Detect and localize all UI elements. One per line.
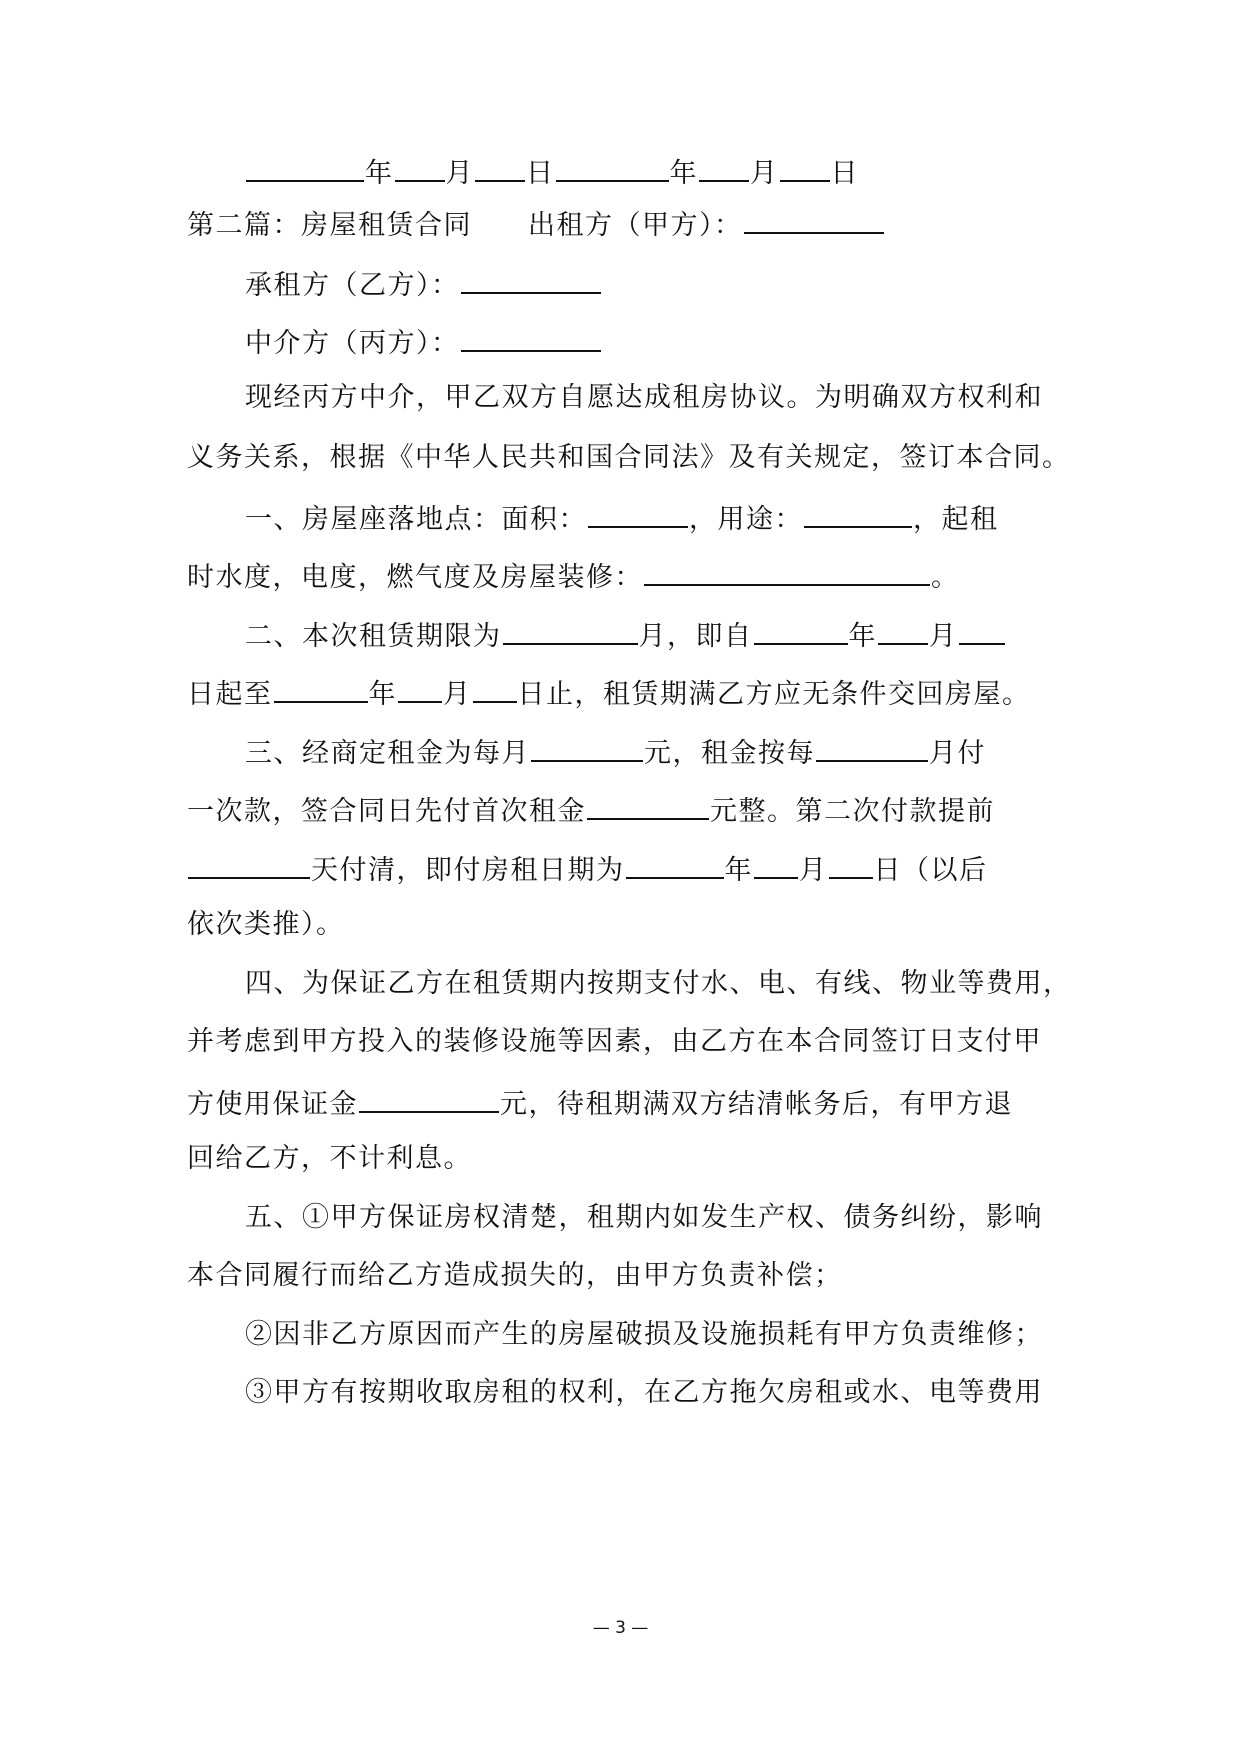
clause-1-text: 。	[931, 562, 960, 593]
clause-2-line-1	[245, 613, 1006, 653]
blank-party-a	[744, 202, 884, 234]
page-number: — 3 —	[592, 1618, 649, 1638]
year-label: 年	[724, 855, 753, 886]
day-label: 日	[526, 158, 555, 189]
intro-line-1: 现经丙方中介，甲乙双方自愿达成租房协议。为明确双方权利和	[245, 382, 1043, 413]
clause-4-line-3	[187, 1081, 1013, 1121]
clause-4-text: 方使用保证金	[187, 1089, 358, 1120]
party-c-label: 中介方（丙方）：	[245, 328, 460, 359]
year-label: 年	[669, 158, 698, 189]
blank-party-c	[461, 320, 601, 352]
year-label: 年	[848, 621, 877, 652]
blank-month	[878, 613, 928, 645]
clause-3-line-4: 依次类推）。	[187, 909, 345, 940]
intro-line-2: 义务关系，根据《中华人民共和国合同法》及有关规定，签订本合同。	[187, 442, 1071, 473]
blank-year	[556, 150, 669, 182]
party-b-line	[245, 262, 602, 302]
month-label: 月	[443, 679, 472, 710]
party-b-label: 承租方（乙方）：	[245, 270, 460, 301]
month-label: 月	[929, 621, 958, 652]
blank-first-rent	[587, 788, 709, 820]
blank-rent	[531, 730, 643, 762]
clause-3-line-1	[245, 730, 986, 770]
clause-4-line-4: 回给乙方，不计利息。	[187, 1143, 472, 1174]
clause-1-text: 一、房屋座落地点：面积：	[245, 504, 587, 535]
blank-day	[473, 671, 517, 703]
blank-day	[959, 613, 1005, 645]
clause-2-text: 日止，租赁期满乙方应无条件交回房屋。	[517, 679, 1031, 710]
clause-3-text: 元整。第二次付款提前	[710, 796, 995, 827]
month-label: 月	[445, 158, 474, 189]
clause-3-text: 元，租金按每	[644, 738, 815, 769]
clause-5-line-4: ③甲方有按期收取房租的权利，在乙方拖欠房租或水、电等费用	[245, 1377, 1043, 1408]
blank-deposit	[359, 1081, 499, 1113]
clause-3-line-2	[187, 788, 995, 828]
party-c-line	[245, 320, 602, 360]
clause-1-line-2	[187, 554, 960, 594]
day-label: 日	[830, 158, 859, 189]
clause-5-line-1: 五、①甲方保证房权清楚，租期内如发生产权、债务纠纷，影响	[245, 1202, 1043, 1233]
blank-days	[188, 847, 310, 879]
clause-2-line-2	[187, 671, 1031, 711]
blank-area	[588, 496, 688, 528]
blank-day	[780, 150, 830, 182]
blank-term	[503, 613, 638, 645]
chapter-heading	[187, 202, 885, 242]
blank-usage	[804, 496, 912, 528]
clause-2-text: 二、本次租赁期限为	[245, 621, 502, 652]
clause-4-line-2: 并考虑到甲方投入的装修设施等因素，由乙方在本合同签订日支付甲	[187, 1026, 1042, 1057]
month-label: 月	[750, 158, 779, 189]
blank-month	[699, 150, 749, 182]
blank-day	[829, 847, 873, 879]
blank-party-b	[461, 262, 601, 294]
blank-period	[816, 730, 928, 762]
clause-3-text: 三、经商定租金为每月	[245, 738, 530, 769]
clause-5-line-3: ②因非乙方原因而产生的房屋破损及设施损耗有甲方负责维修；	[245, 1319, 1043, 1350]
clause-1-text: ，用途：	[689, 504, 803, 535]
blank-year	[626, 847, 724, 879]
clause-1-line-1	[245, 496, 999, 536]
date-line	[245, 150, 859, 190]
clause-1-text: 时水度，电度，燃气度及房屋装修：	[187, 562, 643, 593]
year-label: 年	[365, 158, 394, 189]
blank-year	[754, 613, 848, 645]
clause-4-line-1: 四、为保证乙方在租赁期内按期支付水、电、有线、物业等费用，	[245, 968, 1072, 999]
year-label: 年	[368, 679, 397, 710]
clause-3-text: 日（以后	[873, 855, 988, 886]
clause-4-text: 元，待租期满双方结清帐务后，有甲方退	[500, 1089, 1013, 1120]
clause-2-text: 月，即自	[638, 621, 753, 652]
blank-year	[246, 150, 364, 182]
clause-5-line-2: 本合同履行而给乙方造成损失的，由甲方负责补偿；	[187, 1260, 843, 1291]
party-a-label: 出租方（甲方）：	[528, 210, 743, 241]
clause-3-text: 天付清，即付房租日期为	[311, 855, 625, 886]
month-label: 月	[799, 855, 828, 886]
blank-day	[475, 150, 525, 182]
blank-month	[398, 671, 442, 703]
blank-month	[754, 847, 798, 879]
clause-2-text: 日起至	[187, 679, 273, 710]
blank-month	[395, 150, 445, 182]
clause-3-text: 一次款，签合同日先付首次租金	[187, 796, 586, 827]
clause-3-text: 月付	[929, 738, 986, 769]
blank-year	[274, 671, 368, 703]
chapter-title: 第二篇：房屋租赁合同	[187, 210, 472, 241]
clause-3-line-3	[187, 847, 988, 887]
blank-decoration	[644, 554, 930, 586]
clause-1-text: ，起租	[913, 504, 999, 535]
